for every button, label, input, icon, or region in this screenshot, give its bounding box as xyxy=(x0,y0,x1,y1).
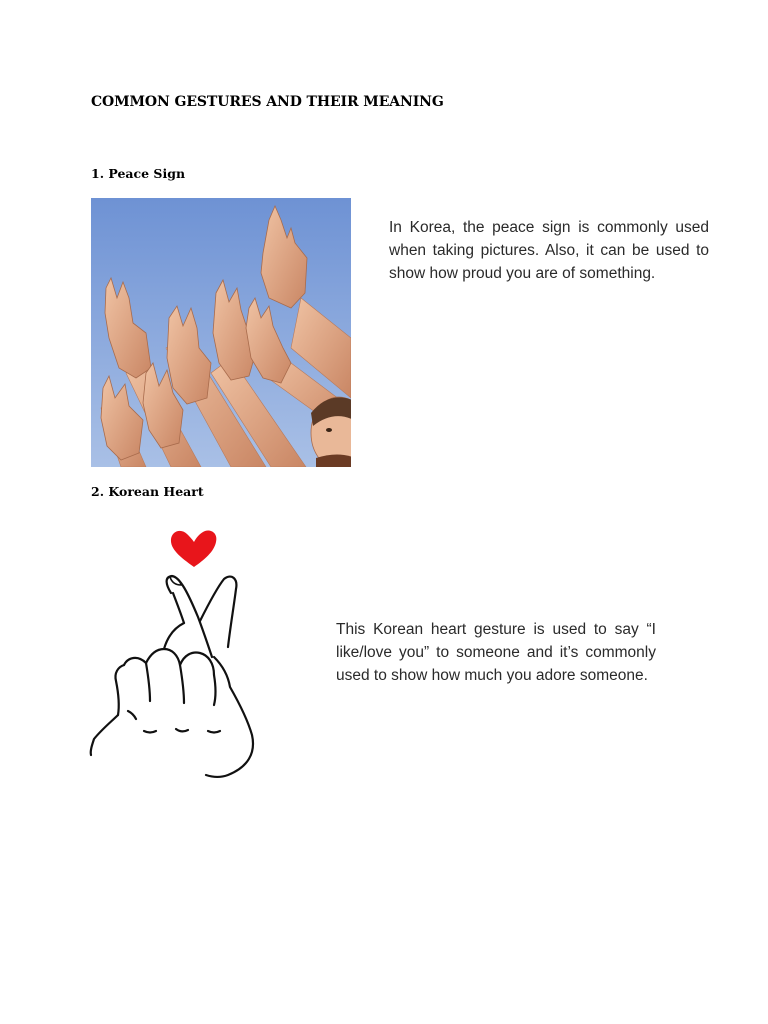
section-heading-peace-sign: 1. Peace Sign xyxy=(91,166,186,181)
peace-sign-photo xyxy=(91,198,351,467)
peace-sign-description: In Korea, the peace sign is commonly used when taking pictures. Also, it can be used to show how proud you are of something. xyxy=(389,219,709,283)
heart-icon xyxy=(171,531,216,567)
page-title: COMMON GESTURES AND THEIR MEANING xyxy=(91,94,444,110)
korean-heart-description: This Korean heart gesture is used to say “I like/love you” to someone and it’s commonly used to show how much you adore someone. xyxy=(336,621,656,685)
finger-heart-drawing xyxy=(88,525,268,780)
section-heading-korean-heart: 2. Korean Heart xyxy=(91,484,204,499)
